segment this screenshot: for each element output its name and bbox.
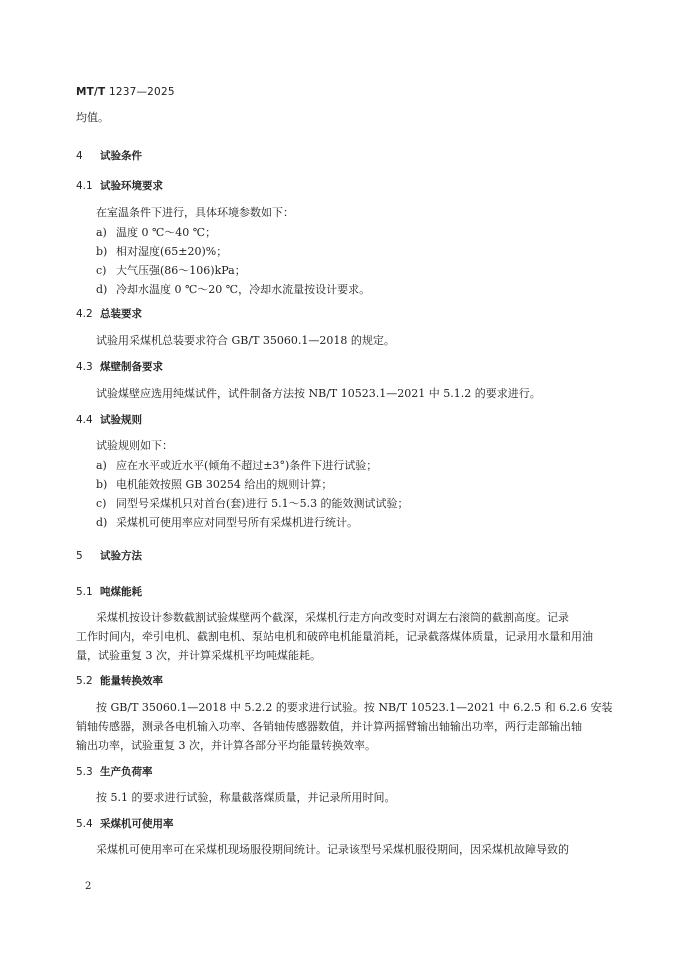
list-marker: b) bbox=[96, 245, 108, 258]
list-marker: c) bbox=[96, 497, 107, 510]
list-marker: a) bbox=[96, 226, 107, 239]
paragraph-line: 量，试验重复 3 次，并计算采煤机平均吨煤能耗。 bbox=[76, 649, 321, 662]
list-text: 采煤机可使用率应对同型号所有采煤机进行统计。 bbox=[116, 516, 358, 529]
list-text: 相对湿度(65±20)%； bbox=[116, 245, 228, 258]
section-number: 5.3 bbox=[76, 766, 93, 778]
standard-code-prefix: MT/T bbox=[76, 86, 106, 98]
list-text: 温度 0 ℃～40 ℃； bbox=[116, 226, 217, 239]
list-text: 冷却水温度 0 ℃～20 ℃，冷却水流量按设计要求。 bbox=[116, 283, 371, 296]
section-number: 4.3 bbox=[76, 361, 93, 373]
section-title: 煤壁制备要求 bbox=[100, 361, 163, 373]
paragraph: 试验煤壁应选用纯煤试件，试件制备方法按 NB/T 10523.1—2021 中 5.1.2 的要求进行。 bbox=[96, 387, 541, 400]
page-number: 2 bbox=[85, 881, 92, 892]
list-text: 大气压强(86～106)kPa； bbox=[116, 264, 246, 277]
section-number: 4.4 bbox=[76, 414, 93, 426]
list-text: 电机能效按照 GB 30254 给出的规则计算； bbox=[116, 478, 333, 491]
standard-code-header bbox=[76, 86, 175, 98]
standard-code-number: 1237—2025 bbox=[105, 86, 175, 98]
section-title: 试验环境要求 bbox=[100, 180, 163, 192]
paragraph-line: 工作时间内，牵引电机、截割电机、泵站电机和破碎电机能量消耗，记录截落煤体质量，记录用水量和用油 bbox=[76, 630, 593, 643]
list-marker: b) bbox=[96, 478, 108, 491]
section-number: 5.4 bbox=[76, 818, 93, 830]
paragraph-line: 输出功率，试验重复 3 次，并计算各部分平均能量转换效率。 bbox=[76, 739, 376, 752]
section-title: 试验条件 bbox=[100, 150, 142, 162]
section-number: 5 bbox=[76, 550, 83, 562]
section-4-2-heading bbox=[76, 307, 142, 321]
section-5-3-heading bbox=[76, 765, 153, 779]
section-title: 能量转换效率 bbox=[100, 675, 163, 687]
list-text: 应在水平或近水平(倾角不超过±3°)条件下进行试验； bbox=[116, 459, 378, 472]
list-marker: d) bbox=[96, 516, 108, 529]
section-4-heading bbox=[76, 149, 142, 163]
list-item bbox=[96, 283, 370, 297]
paragraph: 试验规则如下： bbox=[96, 439, 173, 452]
section-number: 5.1 bbox=[76, 586, 93, 598]
section-4-4-heading bbox=[76, 413, 142, 427]
section-title: 吨煤能耗 bbox=[100, 586, 142, 598]
section-title: 试验方法 bbox=[100, 550, 142, 562]
list-item bbox=[96, 478, 332, 492]
section-title: 试验规则 bbox=[100, 414, 142, 426]
section-title: 采煤机可使用率 bbox=[100, 818, 174, 830]
list-item bbox=[96, 516, 358, 530]
paragraph: 试验用采煤机总装要求符合 GB/T 35060.1—2018 的规定。 bbox=[96, 334, 395, 347]
list-item bbox=[96, 459, 377, 473]
section-title: 总装要求 bbox=[100, 308, 142, 320]
list-item bbox=[96, 264, 246, 278]
section-number: 4 bbox=[76, 150, 83, 162]
list-item bbox=[96, 245, 227, 259]
section-4-1-heading bbox=[76, 179, 163, 193]
list-text: 同型号采煤机只对首台(套)进行 5.1～5.3 的能效测试试验； bbox=[116, 497, 409, 510]
list-item bbox=[96, 497, 409, 511]
section-5-2-heading bbox=[76, 674, 163, 688]
list-marker: a) bbox=[96, 459, 107, 472]
paragraph: 按 5.1 的要求进行试验，称量截落煤质量，并记录所用时间。 bbox=[96, 791, 396, 804]
paragraph: 采煤机可使用率可在采煤机现场服役期间统计。记录该型号采煤机服役期间，因采煤机故障导致的 bbox=[96, 843, 569, 856]
section-number: 4.2 bbox=[76, 308, 93, 320]
list-marker: d) bbox=[96, 283, 108, 296]
section-title: 生产负荷率 bbox=[100, 766, 153, 778]
continuation-text: 均值。 bbox=[76, 111, 109, 124]
paragraph-line: 销轴传感器，测录各电机输入功率、各销轴传感器数值，并计算两摇臂输出轴输出功率，两行走部输出轴 bbox=[76, 720, 582, 733]
list-marker: c) bbox=[96, 264, 107, 277]
section-5-heading bbox=[76, 549, 142, 563]
section-number: 5.2 bbox=[76, 675, 93, 687]
section-5-4-heading bbox=[76, 817, 174, 831]
section-4-3-heading bbox=[76, 360, 163, 374]
paragraph-line: 按 GB/T 35060.1—2018 中 5.2.2 的要求进行试验。按 NB/T 10523.1—2021 中 6.2.5 和 6.2.6 安装 bbox=[96, 701, 613, 714]
paragraph-line: 采煤机按设计参数截割试验煤壁两个截深，采煤机行走方向改变时对调左右滚筒的截割高度。记录 bbox=[96, 611, 569, 624]
paragraph: 在室温条件下进行，具体环境参数如下： bbox=[96, 206, 294, 219]
section-number: 4.1 bbox=[76, 180, 93, 192]
section-5-1-heading bbox=[76, 585, 142, 599]
list-item bbox=[96, 226, 216, 240]
